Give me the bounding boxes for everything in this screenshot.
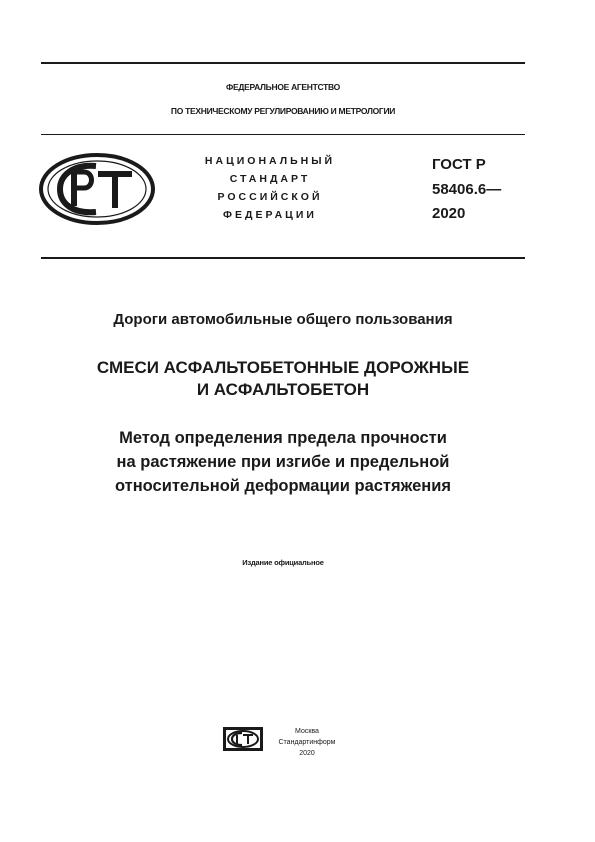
edition-label: Издание официальное	[242, 558, 324, 567]
standartinform-logo-icon	[222, 726, 264, 752]
header-divider	[41, 134, 525, 135]
standard-line-4: ФЕДЕРАЦИИ	[223, 209, 317, 221]
method-title-line-3: относительной деформации растяжения	[114, 477, 452, 495]
top-rule	[41, 62, 525, 64]
imprint-year: 2020	[299, 750, 315, 757]
method-title-line-2: на растяжение при изгибе и предельной	[116, 453, 450, 471]
document-subtitle: Дороги автомобильные общего пользования	[113, 311, 453, 328]
imprint	[262, 726, 352, 759]
designation-number: 58406.6—	[432, 181, 502, 198]
header-bottom-rule	[41, 257, 525, 259]
designation-year: 2020	[432, 205, 466, 222]
imprint-publisher: Стандартинформ	[278, 739, 336, 746]
method-title-line-1: Метод определения предела прочности	[119, 429, 447, 447]
agency-line-2: ПО ТЕХНИЧЕСКОМУ РЕГУЛИРОВАНИЮ И МЕТРОЛОГИИ	[170, 106, 396, 116]
document-title-line-1: СМЕСИ АСФАЛЬТОБЕТОННЫЕ ДОРОЖНЫЕ	[96, 358, 470, 377]
standard-line-3: РОССИЙСКОЙ	[217, 191, 323, 203]
imprint-city: Москва	[295, 728, 319, 735]
document-title-line-2: И АСФАЛЬТОБЕТОН	[196, 380, 370, 399]
standard-line-1: НАЦИОНАЛЬНЫЙ	[204, 155, 336, 167]
agency-line-1: ФЕДЕРАЛЬНОЕ АГЕНТСТВО	[226, 82, 340, 92]
standard-line-2: СТАНДАРТ	[229, 173, 311, 185]
designation-prefix: ГОСТ Р	[432, 156, 486, 173]
gost-rst-logo-icon	[38, 152, 156, 226]
